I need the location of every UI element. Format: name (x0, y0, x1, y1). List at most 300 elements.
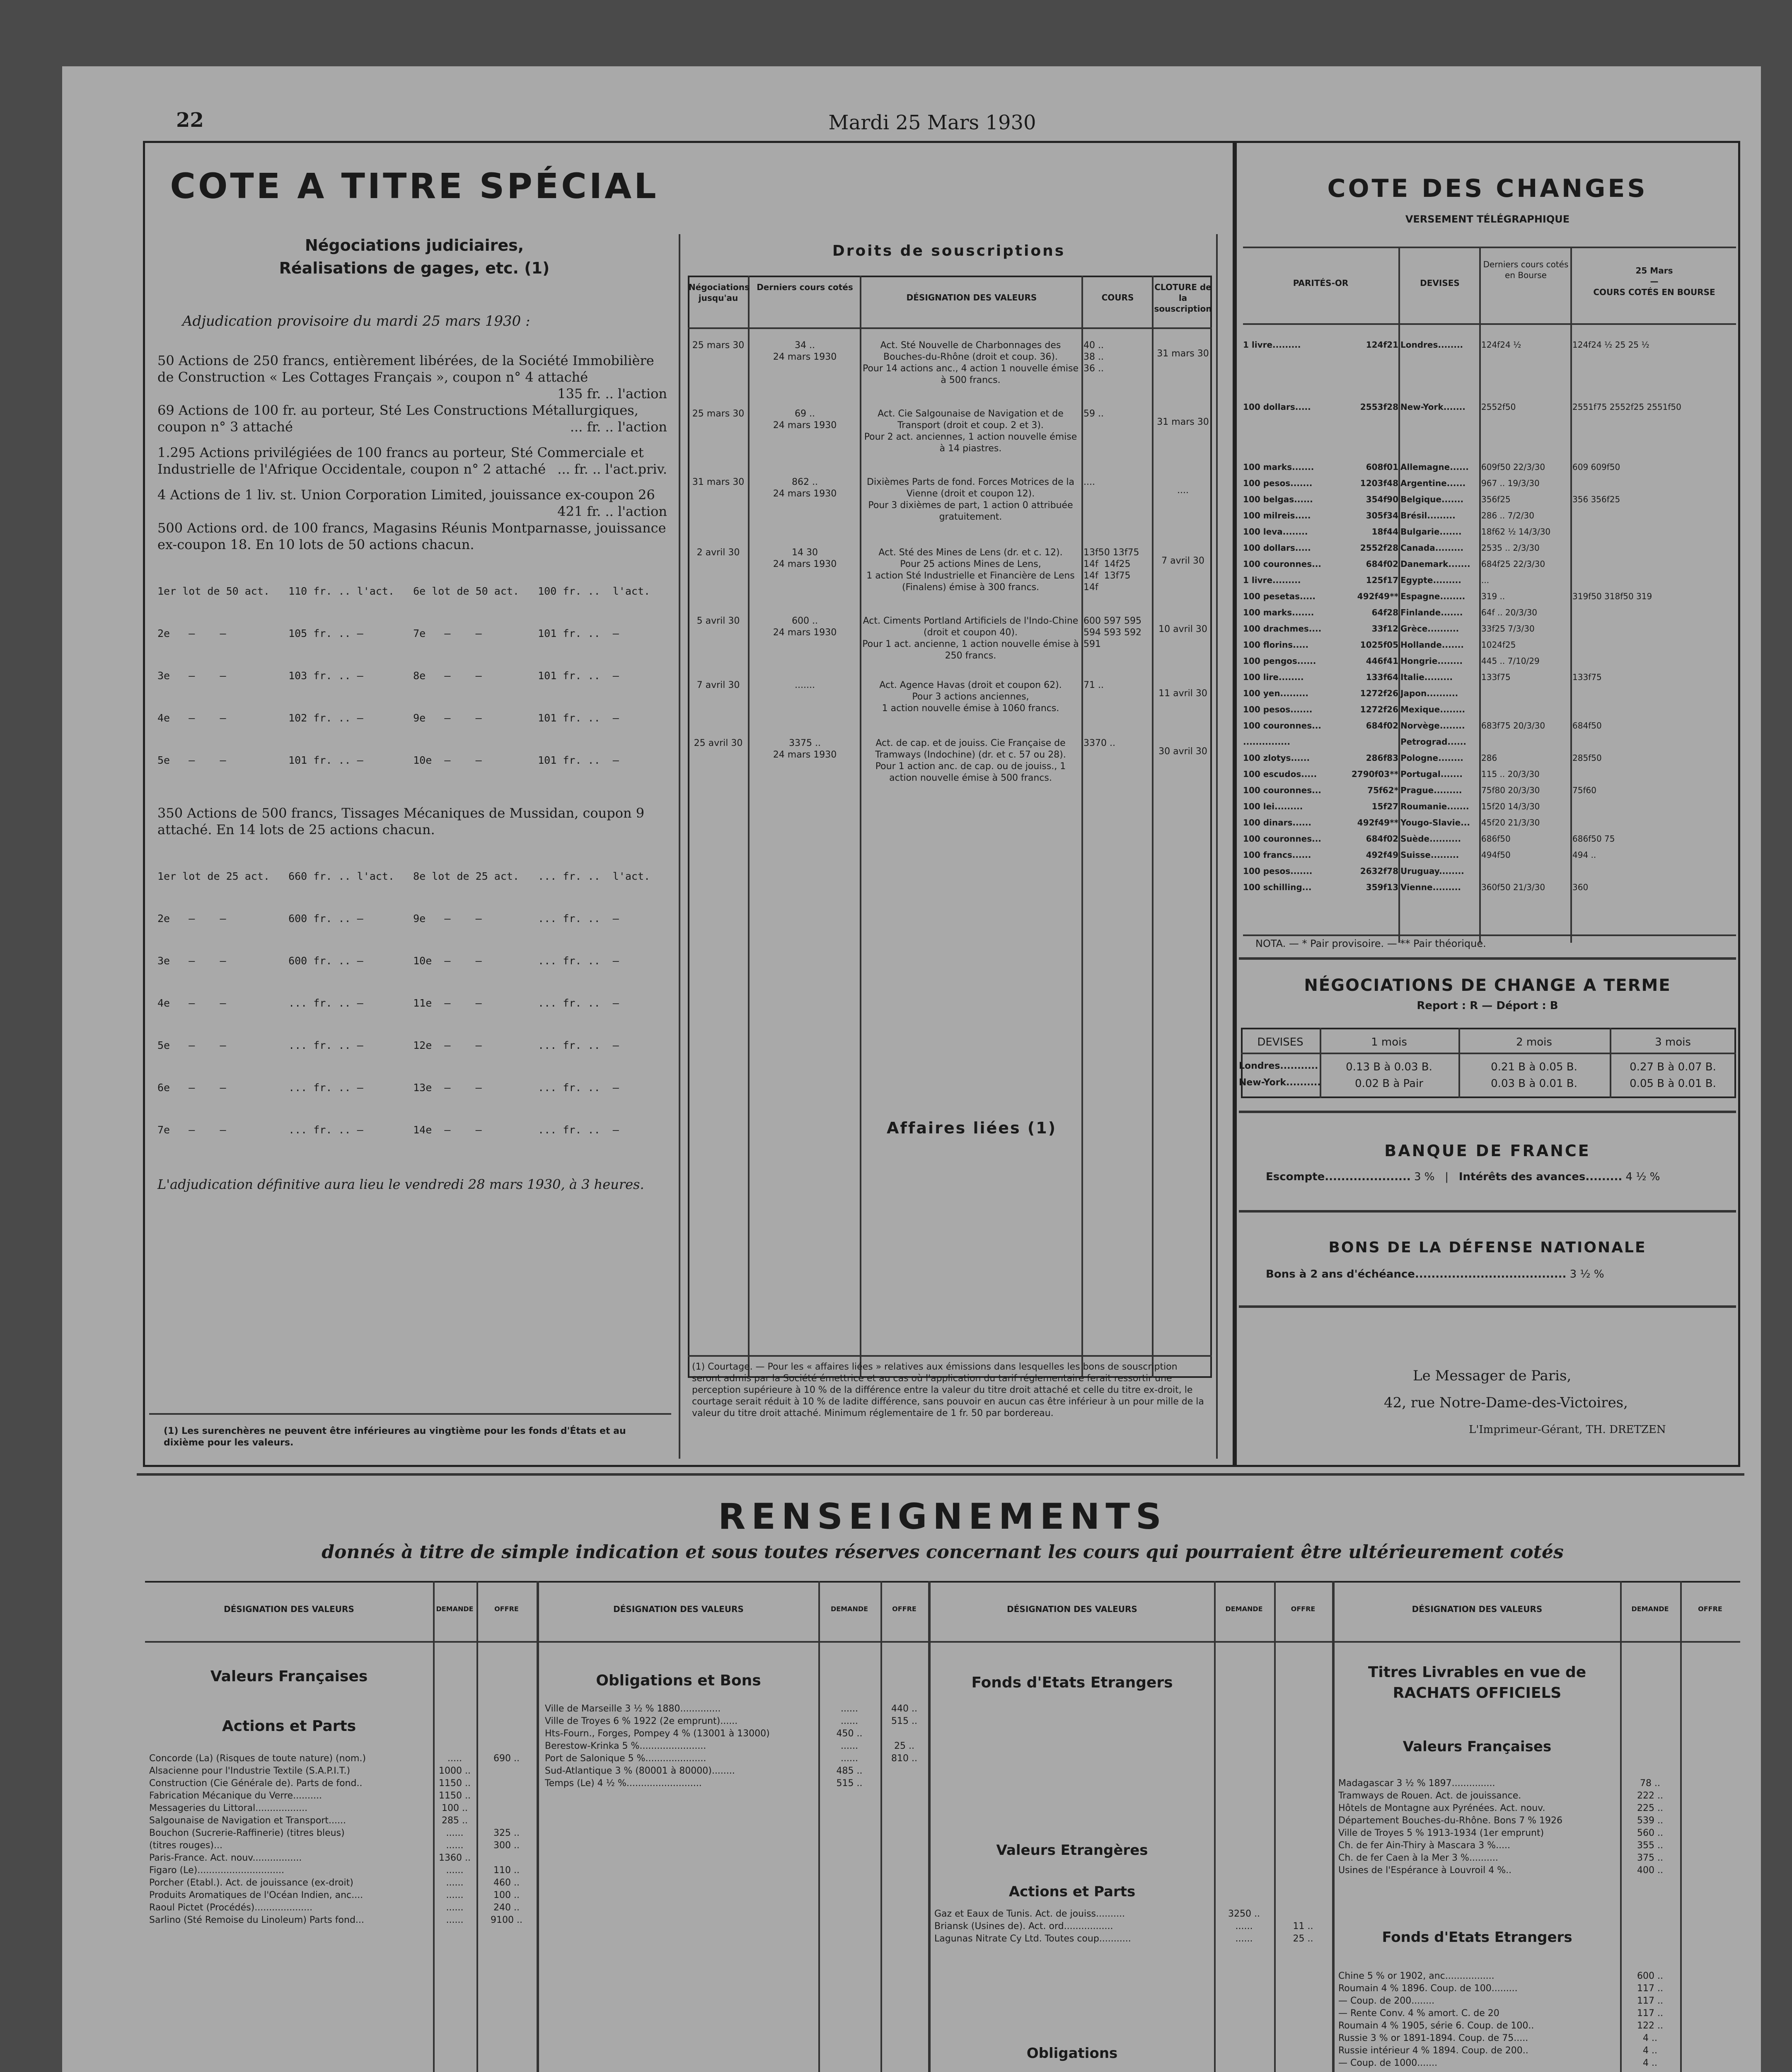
parite-value: 684f02 (1366, 834, 1398, 844)
dernier-cours: 319 .. (1481, 591, 1505, 601)
valeur-name: Russie intérieur 4 % 1894. Coup. de 200.. (1338, 2045, 1528, 2056)
lot-row: 3e — — 103 fr. .. — 8e — — 101 fr. .. — (157, 670, 619, 682)
mussidan-table (157, 841, 667, 1165)
section-heading: Fonds d'Etats Etrangers (971, 1674, 1173, 1691)
dernier-cours: 360f50 21/3/30 (1481, 882, 1545, 892)
droits-last: 862 .. 24 mars 1930 (773, 477, 837, 499)
parite-label: 100 milreis..... (1243, 511, 1311, 520)
droits-cours: 600 597 595 594 593 592 591 (1083, 616, 1141, 649)
section-heading: Obligations (1026, 2045, 1118, 2062)
valeur-demande: ...... (841, 1716, 858, 1726)
parite-value: 125f17 (1366, 575, 1398, 585)
valeur-demande: 4 .. (1643, 2033, 1657, 2043)
col-header: DÉSIGNATION DES VALEURS (1412, 1604, 1543, 1614)
valeur-demande: 355 .. (1637, 1840, 1663, 1851)
valeur-name: Port de Salonique 5 %..................... (545, 1753, 706, 1764)
parite-label: 100 marks....... (1243, 608, 1314, 617)
terme-cell: 0.27 B à 0.07 B. (1630, 1061, 1716, 1073)
parite-label: 100 couronnes... (1243, 721, 1321, 731)
cours-cote: 494 .. (1572, 850, 1596, 860)
droits-designation: Act. Sté des Mines de Lens (dr. et c. 12). Pour 25 actions Mines de Lens, 1 action Sté Industrielle et Financière de Lens (Finalens) émise à 300 francs. (866, 547, 1075, 593)
devise-name: Hollande....... (1400, 640, 1464, 650)
dernier-cours: ... (1481, 575, 1490, 585)
valeur-demande: ...... (446, 1865, 464, 1876)
cote-titre-subtitle: Réalisations de gages, etc. (1) (279, 259, 550, 277)
valeur-demande: 117 .. (1637, 1996, 1663, 2006)
droits-cours: 59 .. (1083, 409, 1104, 419)
droits-cours: 13f50 13f75 14f 14f25 14f 13f75 14f (1083, 547, 1139, 593)
section-heading: Valeurs Françaises (210, 1668, 368, 1685)
bons-title: BONS DE LA DÉFENSE NATIONALE (1328, 1239, 1647, 1256)
adjudication-intro: Adjudication provisoire du mardi 25 mars 1930 : (182, 313, 530, 329)
parite-value: 2552f28 (1360, 543, 1398, 553)
devise-name: Japon.......... (1400, 688, 1458, 698)
parite-label: 100 belgas...... (1243, 494, 1313, 504)
valeur-name: Bouchon (Sucrerie-Raffinerie) (titres bleus) (149, 1828, 345, 1838)
affaires-liees: Affaires liées (1) (886, 1119, 1057, 1137)
parite-label: 100 florins..... (1243, 640, 1309, 650)
lots-list (157, 352, 667, 1193)
parite-label: 100 pengos...... (1243, 656, 1316, 666)
droits-cloture: 31 mars 30 (1157, 349, 1209, 359)
droits-designation: Act. Sté Nouvelle de Charbonnages des Bouches-du-Rhône (droit et coup. 36). Pour 14 actions anc., 4 action 1 nouvelle émise à 500 francs. (862, 340, 1079, 385)
lot-row: 4e — — ... fr. .. — 11e — — ... fr. .. — (157, 997, 619, 1009)
droits-date: 7 avril 30 (696, 680, 740, 690)
parite-value: 64f28 (1371, 608, 1398, 617)
dernier-cours: 2535 .. 2/3/30 (1481, 543, 1540, 553)
valeur-demande: ...... (841, 1704, 858, 1714)
devise-name: Vienne......... (1400, 882, 1461, 892)
devise-name: Finlande....... (1400, 608, 1463, 617)
parite-value: 1272f26 (1360, 704, 1398, 714)
valeur-name: (titres rouges)... (149, 1840, 222, 1851)
table-col-rule (537, 1581, 539, 2072)
valeur-demande: ...... (446, 1828, 464, 1838)
parite-value: 608f01 (1366, 462, 1398, 472)
valeur-name: Tramways de Rouen. Act. de jouissance. (1338, 1791, 1521, 1801)
valeur-demande: 3250 .. (1228, 1909, 1260, 1919)
page-date: Mardi 25 Mars 1930 (828, 111, 1036, 134)
droits-cloture: 10 avril 30 (1158, 624, 1207, 634)
droits-designation: Act. Agence Havas (droit et coupon 62). Pour 3 actions anciennes, 1 action nouvelle émise à 1060 francs. (879, 680, 1062, 714)
section-heading: RACHATS OFFICIELS (1393, 1685, 1562, 1702)
parite-value: 1025f05 (1360, 640, 1398, 650)
valeur-offre: 325 .. (493, 1828, 520, 1838)
col-header: DEVISES (1420, 278, 1460, 288)
droits-date: 31 mars 30 (692, 477, 745, 487)
valeur-demande: ..... (447, 1753, 462, 1764)
valeur-name: Berestow-Krinka 5 %....................... (545, 1741, 706, 1751)
renseignements-subtitle: donnés à titre de simple indication et sous toutes réserves concernant les cours qui pourraient être ultérieurement cotés (322, 1542, 1564, 1563)
droits-last: 14 30 24 mars 1930 (773, 547, 837, 569)
valeur-demande: 117 .. (1637, 2008, 1663, 2019)
col-header: OFFRE (494, 1605, 519, 1613)
parite-value: 2790f03** (1351, 769, 1398, 779)
parite-value: 492f49** (1357, 818, 1398, 828)
valeur-name: Département Bouches-du-Rhône. Bons 7 % 1926 (1338, 1815, 1562, 1826)
cours-cote: 360 (1572, 882, 1589, 892)
col-header: DÉSIGNATION DES VALEURS (224, 1604, 354, 1614)
valeur-demande: 225 .. (1637, 1803, 1663, 1813)
table-col-rule (1332, 1581, 1335, 2072)
valeur-demande: 1150 .. (439, 1778, 471, 1789)
banque-title: BANQUE DE FRANCE (1384, 1142, 1591, 1160)
valeur-name: — Rente Conv. 4 % amort. C. de 20 (1338, 2008, 1499, 2019)
droits-cloture: .... (1177, 485, 1189, 496)
valeur-demande: 560 .. (1637, 1828, 1663, 1838)
devise-name: Londres........ (1400, 340, 1463, 350)
valeur-demande: ...... (1235, 1934, 1253, 1944)
valeur-name: Roumain 4 % 1896. Coup. de 100......... (1338, 1983, 1518, 1994)
parite-label: 100 schilling... (1243, 882, 1312, 892)
valeur-name: Hts-Fourn., Forges, Pompey 4 % (13001 à 13000) (545, 1728, 770, 1739)
devise-name: Belgique....... (1400, 494, 1464, 504)
valeur-offre: 300 .. (493, 1840, 520, 1851)
dernier-cours: 124f24 ½ (1481, 340, 1521, 350)
valeur-name: Chine 5 % or 1902, anc................. (1338, 1971, 1495, 1981)
table-col-rule (880, 1581, 882, 2072)
footnote-rule (149, 1413, 671, 1415)
valeur-demande: 122 .. (1637, 2021, 1663, 2031)
valeur-demande: 1000 .. (439, 1766, 471, 1776)
droits-title: Droits de souscriptions (832, 242, 1066, 259)
valeur-name: Ville de Marseille 3 ½ % 1880.............. (545, 1704, 721, 1714)
devise-name: Suisse......... (1400, 850, 1459, 860)
valeur-name: Ville de Troyes 5 % 1913-1934 (1er emprunt) (1338, 1828, 1544, 1838)
valeur-demande: ...... (446, 1903, 464, 1913)
parite-value: 1203f48 (1360, 478, 1398, 488)
lot-row: 6e — — ... fr. .. — 13e — — ... fr. .. — (157, 1082, 619, 1094)
valeur-offre: 460 .. (493, 1878, 520, 1888)
valeur-demande: 4 .. (1643, 2045, 1657, 2056)
devise-name: Yougo-Slavie... (1400, 818, 1470, 828)
section-rule (1239, 1305, 1736, 1308)
valeur-name: Lagunas Nitrate Cy Ltd. Toutes coup........... (934, 1934, 1131, 1944)
column-divider (679, 234, 680, 1459)
droits-last: ....... (795, 680, 815, 690)
devise-name: Hongrie........ (1400, 656, 1463, 666)
mussidan-text: 350 Actions de 500 francs, Tissages Mécaniques de Mussidan, coupon 9 attaché. En 14 lots de 25 actions chacun. (157, 805, 645, 838)
imprint-line: L'Imprimeur-Gérant, TH. DRETZEN (1469, 1423, 1666, 1436)
valeur-demande: 1360 .. (439, 1853, 471, 1863)
parite-label: 100 escudos..... (1243, 769, 1317, 779)
valeur-demande: 117 .. (1637, 1983, 1663, 1994)
parite-value: 18f44 (1371, 527, 1398, 537)
valeur-demande: 285 .. (442, 1815, 468, 1826)
table-col-rule (1081, 276, 1083, 1378)
valeur-demande: ...... (841, 1741, 858, 1751)
lot-row: 1er lot de 50 act. 110 fr. .. l'act. 6e lot de 50 act. 100 fr. .. l'act. (157, 585, 651, 597)
droits-date: 5 avril 30 (696, 616, 740, 626)
lot-item: 50 Actions de 250 francs, entièrement libérées, de la Société Immobilière de Construction « Les Cottages Français », coupon n° 4 attaché 135 fr. .. l'action (157, 353, 667, 402)
parite-value: 124f21 (1366, 340, 1398, 350)
devise-name: Italie......... (1400, 672, 1453, 682)
droits-footnote: (1) Courtage. — Pour les « affaires liées » relatives aux émissions dans lesquelles les bons de souscription seront admis par la Société émettrice et au cas où l'application du tarif réglementaire ferait ressortir une perception supérieure à 10 % de la différence entre la valeur du titre droit attaché et celle du titre ex-droit, le courtage serait réduit à 10 % de ladite différence, sans pouvoir en aucun cas être inférieur à un pour mille de la valeur du titre droit attaché. Minimum réglementaire de 1 fr. 50 par bordereau. (692, 1362, 1204, 1418)
dernier-cours: 686f50 (1481, 834, 1511, 844)
devise-name: Norvège........ (1400, 721, 1465, 731)
parite-label: 100 dollars..... (1243, 543, 1311, 553)
devise-name: Uruguay........ (1400, 866, 1464, 876)
terme-subtitle: Report : R — Déport : B (1417, 1000, 1558, 1012)
lot-row: 1er lot de 25 act. 660 fr. .. l'act. 8e lot de 25 act. ... fr. .. l'act. (157, 870, 651, 882)
dernier-cours: 683f75 20/3/30 (1481, 721, 1545, 731)
valeur-demande: 78 .. (1640, 1778, 1660, 1789)
table-col-rule (860, 276, 861, 1378)
parite-label: 100 dollars..... (1243, 402, 1311, 412)
devise-name: Pologne........ (1400, 753, 1463, 763)
dernier-cours: 494f50 (1481, 850, 1511, 860)
valeur-name: Alsacienne pour l'Industrie Textile (S.A.P.I.T.) (149, 1766, 351, 1776)
col-header: COURS (1101, 293, 1134, 303)
valeur-name: Temps (Le) 4 ½ %.......................... (545, 1778, 702, 1789)
section-rule (1239, 957, 1736, 960)
section-rule (1239, 1111, 1736, 1113)
cours-cote: 356 356f25 (1572, 494, 1620, 504)
cours-cote: 124f24 ½ 25 25 ½ (1572, 340, 1649, 350)
droits-designation: Act. de cap. et de jouiss. Cie Française de Tramways (Indochine) (dr. et c. 57 ou 28). Pour 1 action anc. de cap. ou de jouiss., 1 action nouvelle émise à 500 francs. (875, 738, 1066, 783)
col-header: OFFRE (1291, 1605, 1316, 1613)
valeur-offre: 25 .. (894, 1741, 914, 1751)
valeur-name: Salgounaise de Navigation et Transport...... (149, 1815, 346, 1826)
montparnasse-text: 500 Actions ord. de 100 francs, Magasins Réunis Montparnasse, jouissance ex-coupon 18. En 10 lots de 50 actions chacun. (157, 520, 666, 552)
devise-name: Bulgarie....... (1400, 527, 1462, 537)
section-heading: Fonds d'Etats Etrangers (1382, 1929, 1572, 1946)
devise-name: Mexique........ (1400, 704, 1466, 714)
bons-row: Bons à 2 ans d'échéance..................................... 3 ½ % (1266, 1268, 1604, 1280)
table-rule (688, 327, 1212, 329)
dernier-cours: 684f25 22/3/30 (1481, 559, 1545, 569)
devise-name: Canada......... (1400, 543, 1464, 553)
valeur-name: Fabrication Mécanique du Verre.......... (149, 1791, 322, 1801)
valeur-demande: 450 .. (836, 1728, 863, 1739)
dernier-cours: 133f75 (1481, 672, 1511, 682)
dernier-cours: 33f25 7/3/30 (1481, 624, 1535, 634)
valeur-name: Roumain 4 % 1905, série 6. Coup. de 100.. (1338, 2021, 1534, 2031)
parite-label: 100 pesos....... (1243, 704, 1313, 714)
valeur-demande: 485 .. (836, 1766, 863, 1776)
droits-last: 69 .. 24 mars 1930 (773, 409, 837, 431)
parite-value: 359f13 (1366, 882, 1398, 892)
cours-cote: 285f50 (1572, 753, 1602, 763)
table-col-rule (1479, 247, 1481, 943)
col-header: CLOTURE de la souscription (1154, 282, 1212, 314)
lot-item: 4 Actions de 1 liv. st. Union Corporation Limited, jouissance ex-coupon 26 421 fr. .. l'action (157, 487, 667, 519)
droits-cours: 40 .. 38 .. 36 .. (1083, 340, 1104, 374)
col-header: DEVISES (1257, 1036, 1303, 1048)
lot-row: 4e — — 102 fr. .. — 9e — — 101 fr. .. — (157, 712, 619, 724)
section-rule (1239, 1210, 1736, 1213)
dernier-cours: 286 (1481, 753, 1497, 763)
valeur-name: Sud-Atlantique 3 % (80001 à 80000)........ (545, 1766, 735, 1776)
parite-value: 2632f78 (1360, 866, 1398, 876)
lot-row: 3e — — 600 fr. .. — 10e — — ... fr. .. — (157, 955, 619, 967)
col-header: Derniers cours cotés (757, 282, 853, 292)
parite-label: 100 lire........ (1243, 672, 1304, 682)
dernier-cours: 18f62 ½ 14/3/30 (1481, 527, 1551, 537)
devise-name: Portugal....... (1400, 769, 1463, 779)
valeur-name: Sarlino (Sté Remoise du Linoleum) Parts fond... (149, 1915, 364, 1925)
parite-label: 100 lei......... (1243, 801, 1303, 811)
valeur-name: Hôtels de Montagne aux Pyrénées. Act. nouv. (1338, 1803, 1545, 1813)
col-header: DÉSIGNATION DES VALEURS (1007, 1604, 1137, 1614)
terme-cell: 0.02 B à Pair (1355, 1077, 1423, 1090)
dernier-cours: 15f20 14/3/30 (1481, 801, 1540, 811)
lot-item: 1.295 Actions privilégiées de 100 francs au porteur, Sté Commerciale et Industrielle de l'Afrique Occidentale, coupon n° 2 attaché ... fr. .. l'act.priv. (157, 445, 667, 477)
cote-titre-title: COTE A TITRE SPÉCIAL (170, 166, 659, 206)
valeur-demande: 4 .. (1643, 2058, 1657, 2068)
dernier-cours: 64f .. 20/3/30 (1481, 608, 1538, 617)
devise-name: Espagne........ (1400, 591, 1466, 601)
parite-label: 1 livre......... (1243, 575, 1301, 585)
section-rule (137, 1473, 1744, 1476)
droits-cloture: 11 avril 30 (1158, 688, 1207, 699)
valeur-name: Ville de Troyes 6 % 1922 (2e emprunt)...... (545, 1716, 738, 1726)
parite-label: 100 couronnes... (1243, 834, 1321, 844)
table-col-rule (1152, 276, 1154, 1378)
parite-value: 684f02 (1366, 559, 1398, 569)
valeur-offre: 110 .. (493, 1865, 520, 1876)
droits-cours: .... (1083, 477, 1095, 487)
droits-date: 25 mars 30 (692, 340, 745, 351)
valeur-name: Russie 3 % or 1891-1894. Coup. de 75..... (1338, 2033, 1528, 2043)
col-header: PARITÉS-OR (1293, 278, 1349, 288)
valeur-offre: 690 .. (493, 1753, 520, 1764)
valeur-demande: 1150 .. (439, 1791, 471, 1801)
table-rule (1243, 323, 1736, 325)
imprint-line: 42, rue Notre-Dame-des-Victoires, (1384, 1394, 1628, 1411)
table-col-rule (1570, 247, 1572, 943)
terme-cell: New-York.......... (1239, 1077, 1321, 1088)
cours-cote: 2551f75 2552f25 2551f50 (1572, 402, 1681, 412)
terme-cell: 0.21 B à 0.05 B. (1491, 1061, 1577, 1073)
droits-date: 25 mars 30 (692, 409, 745, 419)
terme-cell: Londres........... (1239, 1061, 1318, 1071)
cote-titre-footnote: (1) Les surenchères ne peuvent être inférieures au vingtième pour les fonds d'États et au dixième pour les valeurs. (164, 1426, 626, 1448)
parite-label: 100 dinars...... (1243, 818, 1311, 828)
adjudication-closing: L'adjudication définitive aura lieu le vendredi 28 mars 1930, à 3 heures. (157, 1176, 644, 1192)
cote-titre-subtitle: Négociations judiciaires, (305, 236, 524, 254)
parite-label: ............... (1243, 737, 1290, 747)
terme-title: NÉGOCIATIONS DE CHANGE A TERME (1304, 976, 1671, 995)
valeur-demande: 600 .. (1637, 1971, 1663, 1981)
devise-name: Brésil......... (1400, 511, 1456, 520)
valeur-name: — Coup. de 1000....... (1338, 2058, 1438, 2068)
valeur-offre: 11 .. (1293, 1921, 1313, 1932)
droits-designation: Dixièmes Parts de fond. Forces Motrices de la Vienne (droit et coupon 12). Pour 3 dixièmes de part, 1 action 0 attribuée gratuitement. (867, 477, 1074, 522)
valeur-demande: 100 .. (442, 1803, 468, 1813)
dernier-cours: 356f25 (1481, 494, 1511, 504)
dernier-cours: 75f80 20/3/30 (1481, 785, 1540, 795)
valeur-name: Produits Aromatiques de l'Océan Indien, anc.... (149, 1890, 363, 1900)
valeur-name: Usines de l'Espérance à Louvroil 4 %.. (1338, 1865, 1512, 1876)
droits-designation: Act. Ciments Portland Artificiels de l'Indo-Chine (droit et coupon 40). Pour 1 act. ancienne, 1 action nouvelle émise à 250 francs. (862, 616, 1079, 661)
valeur-name: Gaz et Eaux de Tunis. Act. de jouiss.......... (934, 1909, 1125, 1919)
col-header: OFFRE (892, 1605, 917, 1613)
section-heading: Actions et Parts (222, 1718, 356, 1735)
cours-cote: 319f50 318f50 319 (1572, 591, 1652, 601)
parite-label: 1 livre......... (1243, 340, 1301, 350)
escompte-row: Escompte..................... 3 % | Intérêts des avances......... 4 ½ % (1266, 1171, 1660, 1183)
parite-value: 492f49 (1366, 850, 1398, 860)
devise-name: Roumanie....... (1400, 801, 1469, 811)
table-col-rule (476, 1581, 478, 2072)
dernier-cours: 115 .. 20/3/30 (1481, 769, 1540, 779)
page-number: 22 (176, 109, 204, 132)
parite-label: 100 marks....... (1243, 462, 1314, 472)
montparnasse-table (157, 556, 667, 796)
devise-name: Argentine...... (1400, 478, 1466, 488)
section-heading: Titres Livrables en vue de (1368, 1664, 1586, 1681)
parite-value: 446f41 (1366, 656, 1398, 666)
table-col-rule (1274, 1581, 1276, 2072)
section-heading: Valeurs Etrangères (996, 1842, 1148, 1859)
dernier-cours: 967 .. 19/3/30 (1481, 478, 1540, 488)
table-col-rule (1214, 1581, 1216, 2072)
col-header: 1 mois (1371, 1036, 1407, 1048)
dernier-cours: 1024f25 (1481, 640, 1516, 650)
droits-cours: 71 .. (1083, 680, 1104, 690)
col-header: Derniers cours cotés en Bourse (1483, 259, 1569, 280)
parite-value: 75f62* (1367, 785, 1398, 795)
lot-item: 69 Actions de 100 fr. au porteur, Sté Les Constructions Métallurgiques, coupon n° 3 attaché ... fr. .. l'action (157, 402, 667, 435)
parite-label: 100 couronnes... (1243, 785, 1321, 795)
valeur-offre: 240 .. (493, 1903, 520, 1913)
valeur-name: Figaro (Le).............................. (149, 1865, 284, 1876)
changes-subtitle: VERSEMENT TÉLÉGRAPHIQUE (1405, 213, 1570, 225)
table-rule (1241, 1053, 1736, 1054)
changes-title: COTE DES CHANGES (1327, 174, 1648, 203)
column-divider (1216, 234, 1218, 1459)
col-header: Négociations jusqu'au (689, 282, 750, 303)
cours-cote: 684f50 (1572, 721, 1602, 731)
droits-cloture: 31 mars 30 (1157, 417, 1209, 427)
valeur-offre: 810 .. (891, 1753, 917, 1764)
devise-name: Egypte......... (1400, 575, 1461, 585)
devise-name: Grèce.......... (1400, 624, 1459, 634)
table-rule (1243, 934, 1736, 936)
valeur-demande: ...... (446, 1890, 464, 1900)
lot-row: 5e — — 101 fr. .. — 10e — — 101 fr. .. — (157, 754, 619, 766)
valeur-demande: 400 .. (1637, 1865, 1663, 1876)
dernier-cours: 609f50 22/3/30 (1481, 462, 1545, 472)
parite-label: 100 pesos....... (1243, 866, 1313, 876)
valeur-demande: 515 .. (836, 1778, 863, 1789)
terme-cell: 0.03 B à 0.01 B. (1491, 1077, 1577, 1090)
parite-value: 684f02 (1366, 721, 1398, 731)
cours-cote: 686f50 75 (1572, 834, 1615, 844)
col-header: 25 Mars — COURS COTÉS EN BOURSE (1593, 266, 1715, 297)
lot-row: 7e — — ... fr. .. — 14e — — ... fr. .. — (157, 1124, 619, 1136)
valeur-name: Construction (Cie Générale de). Parts de fond.. (149, 1778, 363, 1789)
valeur-name: Raoul Pictet (Procédés).................... (149, 1903, 313, 1913)
dernier-cours: 45f20 21/3/30 (1481, 818, 1540, 828)
parite-label: 100 francs...... (1243, 850, 1311, 860)
parite-label: 100 pesetas..... (1243, 591, 1316, 601)
devise-name: Suède.......... (1400, 834, 1461, 844)
cours-cote: 133f75 (1572, 672, 1602, 682)
valeur-offre: 25 .. (1293, 1934, 1313, 1944)
valeur-name: Porcher (Etabl.). Act. de jouissance (ex-droit) (149, 1878, 353, 1888)
valeur-name: Ch. de fer Ain-Thiry à Mascara 3 %..... (1338, 1840, 1511, 1851)
table-col-rule (818, 1581, 820, 2072)
valeur-offre: 100 .. (493, 1890, 520, 1900)
parite-value: 133f64 (1366, 672, 1398, 682)
table-rule (145, 1641, 1740, 1643)
col-header: DEMANDE (1225, 1605, 1263, 1613)
col-header: 2 mois (1516, 1036, 1552, 1048)
lot-row: 5e — — ... fr. .. — 12e — — ... fr. .. — (157, 1039, 619, 1051)
droits-cours: 3370 .. (1083, 738, 1115, 748)
